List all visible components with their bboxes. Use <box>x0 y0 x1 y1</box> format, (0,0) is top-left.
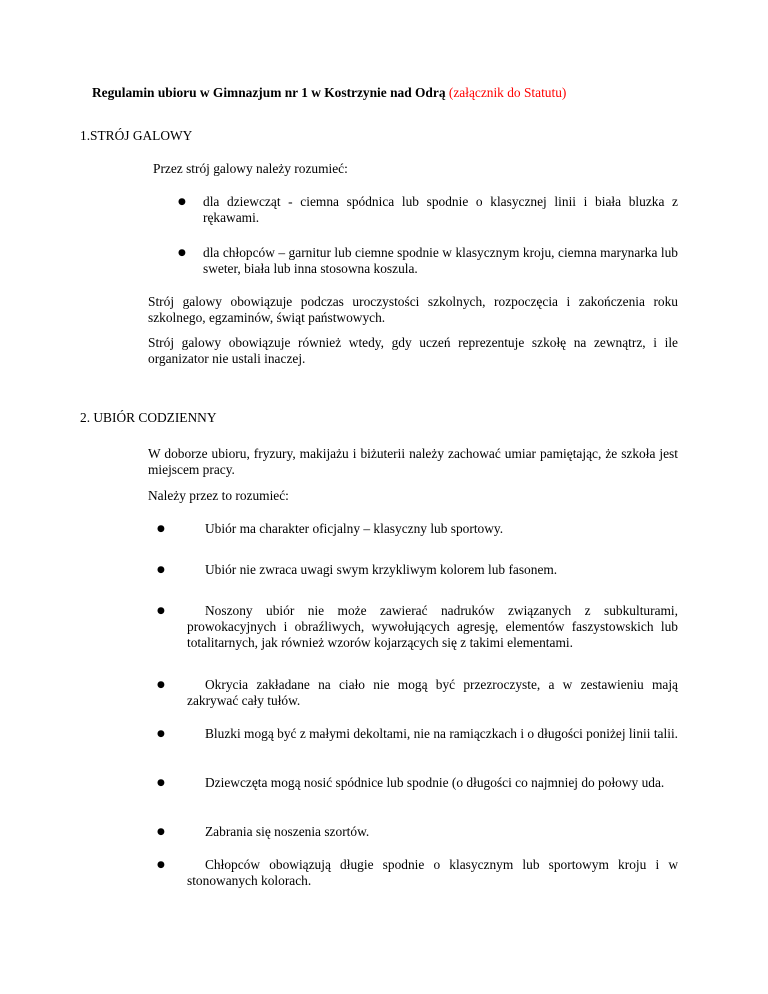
annex-note: (załącznik do Statutu) <box>448 85 567 100</box>
list-item <box>157 677 678 709</box>
bullet-icon: ● <box>157 524 165 534</box>
list-item <box>178 245 678 277</box>
list-item-text: dla chłopców – garnitur lub ciemne spodnie w klasycznym kroju, ciemna marynarka lub sweter, biała lub inna stosowna koszula. <box>203 245 678 276</box>
list-item-text: Bluzki mogą być z małymi dekoltami, nie na ramiączkach i o długości poniżej linii talii. <box>205 726 679 741</box>
list-item <box>157 824 678 840</box>
list-item-text: Ubiór nie zwraca uwagi swym krzykliwym kolorem lub fasonem. <box>205 562 558 577</box>
list-item <box>157 603 678 651</box>
bullet-icon: ● <box>157 827 165 837</box>
list-item <box>157 857 678 889</box>
list-item <box>157 726 679 742</box>
document-title <box>92 85 566 101</box>
paragraph: W doborze ubioru, fryzury, makijażu i biżuterii należy zachować umiar pamiętając, że szkoła jest miejscem pracy. <box>148 446 678 477</box>
list-item-text: Ubiór ma charakter oficjalny – klasyczny lub sportowy. <box>205 521 504 536</box>
paragraph: Należy przez to rozumieć: <box>148 488 289 503</box>
list-item <box>178 194 678 226</box>
title-text: Regulamin ubioru w Gimnazjum nr 1 w Kostrzynie nad Odrą <box>92 85 446 100</box>
list-item-text: Chłopców obowiązują długie spodnie o klasycznym lub sportowym kroju i w stonowanych kolorach. <box>187 857 678 888</box>
list-item <box>157 775 678 791</box>
bullet-icon: ● <box>157 606 165 616</box>
bullet-icon: ● <box>157 778 165 788</box>
bullet-icon: ● <box>157 729 165 739</box>
section1-intro: Przez strój galowy należy rozumieć: <box>153 161 348 176</box>
paragraph: Strój galowy obowiązuje podczas uroczystości szkolnych, rozpoczęcia i zakończenia roku szkolnego, egzaminów, świąt państwowych. <box>148 294 678 325</box>
bullet-icon: ● <box>157 565 165 575</box>
list-item <box>157 521 678 537</box>
list-item-text: Dziewczęta mogą nosić spódnice lub spodnie (o długości co najmniej do połowy uda. <box>205 775 665 790</box>
list-item-text: Okrycia zakładane na ciało nie mogą być przezroczyste, a w zestawieniu mają zakrywać cały tułów. <box>187 677 678 708</box>
list-item-text: Zabrania się noszenia szortów. <box>205 824 370 839</box>
bullet-icon: ● <box>157 860 165 870</box>
bullet-icon: ● <box>178 248 186 258</box>
section-heading-codzienny: 2. UBIÓR CODZIENNY <box>80 410 217 425</box>
section-heading-galowy: 1.STRÓJ GALOWY <box>80 128 193 143</box>
paragraph: Strój galowy obowiązuje również wtedy, gdy uczeń reprezentuje szkołę na zewnątrz, i ile organizator nie ustali inaczej. <box>148 335 678 366</box>
bullet-icon: ● <box>178 197 186 207</box>
list-item <box>157 562 678 578</box>
list-item-text: Noszony ubiór nie może zawierać nadruków związanych z subkulturami, prowokacyjnych i obraźliwych, wywołujących agresję, elementów faszystowskich lub totalitarnych, jak również wzorów kojarzących się z takimi elementami. <box>187 603 678 650</box>
bullet-icon: ● <box>157 680 165 690</box>
list-item-text: dla dziewcząt - ciemna spódnica lub spodnie o klasycznej linii i biała bluzka z rękawami. <box>203 194 678 225</box>
